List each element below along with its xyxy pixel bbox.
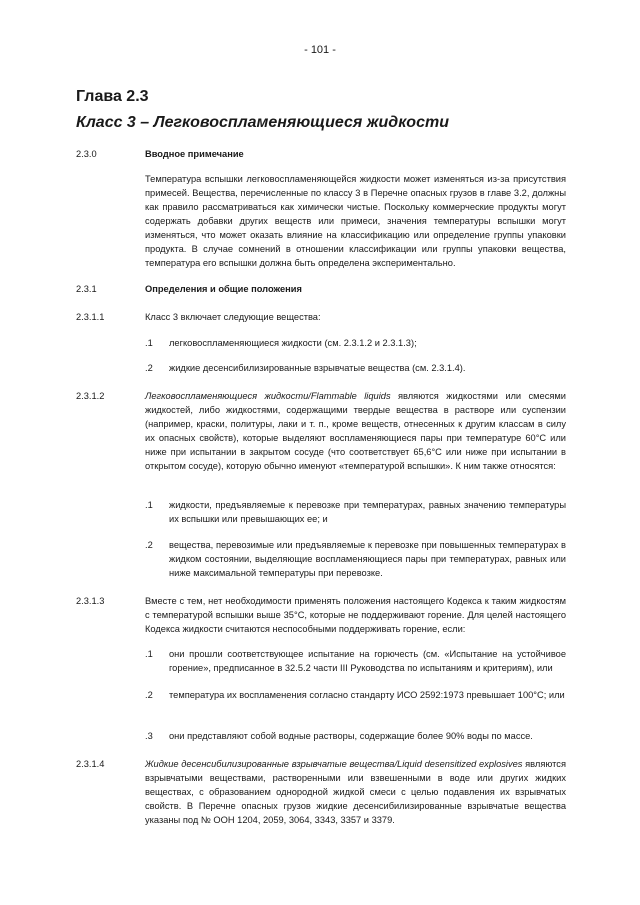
section-number: 2.3.0 [76,149,97,159]
list-item [145,647,566,675]
list-item [145,361,566,375]
list-item-number: .2 [145,540,153,550]
paragraph: Температура вспышки легковоспламеняющейся жидкости может изменяться из-за присутствия примесей. Вещества, перечисленные по классу 3 в Перечне опасных грузов в главе 3.2, должны как правило рассматриваться как химически чистые. Поскольку коммерческие продукты могут содержать добавки других веществ или примеси, значения температуры вспышки могут изменяться, что может оказать влияние на классификацию или определение группы упаковки продукта. В случае сомнений в отношении классификации или группы упаковки вещества, температура его вспышки должна быть определена экспериментально. [145,174,566,268]
section-heading: Определения и общие положения [145,284,302,294]
paragraph [145,757,566,827]
list-item-text: вещества, перевозимые или предъявляемые к перевозке при повышенных температурах в жидком состоянии, выделяющие воспламеняющиеся пары при температурах, равных или ниже максимальной температуры при перевозке. [169,540,566,578]
paragraph: Вместе с тем, нет необходимости применять положения настоящего Кодекса к таким жидкостям с температурой вспышки выше 35°C, которые не поддерживают горение. Для целей настоящего Кодекса жидкости считаются неспособными поддерживать горение, если: [145,596,566,634]
list-item-text: жидкие десенсибилизированные взрывчатые вещества (см. 2.3.1.4). [169,363,466,373]
paragraph [145,389,566,473]
list-item [145,336,566,350]
section-2-3-1-2 [76,389,566,473]
section-number: 2.3.1.4 [76,759,105,769]
term-italic: Легковоспламеняющиеся жидкости/Flammable liquids [145,391,391,401]
page-number: - 101 - [304,44,336,56]
section-2-3-1-3 [76,594,566,636]
list-item [145,538,566,580]
list-item-number: .2 [145,363,153,373]
chapter-title: Глава 2.3 [76,88,149,105]
section-2-3-1 [76,282,566,296]
section-heading: Вводное примечание [145,149,244,159]
list-item-number: .2 [145,690,153,700]
class-title: Класс 3 – Легковоспламеняющиеся жидкости [76,114,449,131]
list-item-text: легковоспламеняющиеся жидкости (см. 2.3.1.2 и 2.3.1.3); [169,338,417,348]
list-item-text: температура их воспламенения согласно стандарту ИСО 2592:1973 превышает 100°C; или [169,690,565,700]
section-number: 2.3.1.1 [76,312,105,322]
list-item-text: жидкости, предъявляемые к перевозке при температурах, равных значению температуры их вспышки или превышающих ее; и [169,500,566,524]
section-number: 2.3.1.2 [76,391,105,401]
list-item [145,729,566,743]
list-item-text: они представляют собой водные растворы, содержащие более 90% воды по массе. [169,731,533,741]
section-number: 2.3.1 [76,284,97,294]
list-item [145,498,566,526]
term-italic: Жидкие десенсибилизированные взрывчатые вещества/Liquid desensitized explosives [145,759,523,769]
section-2-3-1-4 [76,757,566,827]
definition-text: являются взрывчатыми веществами, растворенными или взвешенными в воде или других жидких веществах, с образованием однородной жидкой смеси с целью подавления их взрывчатых свойств. В Перечне опасных грузов жидкие десенсибилизированные взрывчатые вещества указаны под № ООН 1204, 2059, 3064, 3343, 3357 и 3379. [145,759,566,825]
list-item-number: .1 [145,649,153,659]
section-number: 2.3.1.3 [76,596,105,606]
section-2-3-0 [76,147,566,161]
list-item-number: .1 [145,338,153,348]
definition-text: являются жидкостями или смесями жидкостей, либо жидкостями, содержащими твердые вещества в растворе или суспензии (например, краски, политуры, лаки и т. п., кроме веществ, отнесенных к другим классам в силу их опасных свойств), которые выделяют воспламеняющиеся пары при температуре 60°C или ниже при испытании в закрытом сосуде (что соответствует 65,6°C или ниже при испытании в открытом сосуде), которую обычно именуют «температурой вспышки». К ним также относятся: [145,391,566,471]
section-2-3-1-1 [76,310,566,324]
list-item-text: они прошли соответствующее испытание на горючесть (см. «Испытание на устойчивое горение», предписанное в 32.5.2 части III Руководства по испытаниям и критериям), или [169,649,566,673]
section-2-3-0-text [76,172,566,270]
list-item-number: .1 [145,500,153,510]
list-item-number: .3 [145,731,153,741]
paragraph: Класс 3 включает следующие вещества: [145,312,321,322]
list-item [145,688,566,702]
